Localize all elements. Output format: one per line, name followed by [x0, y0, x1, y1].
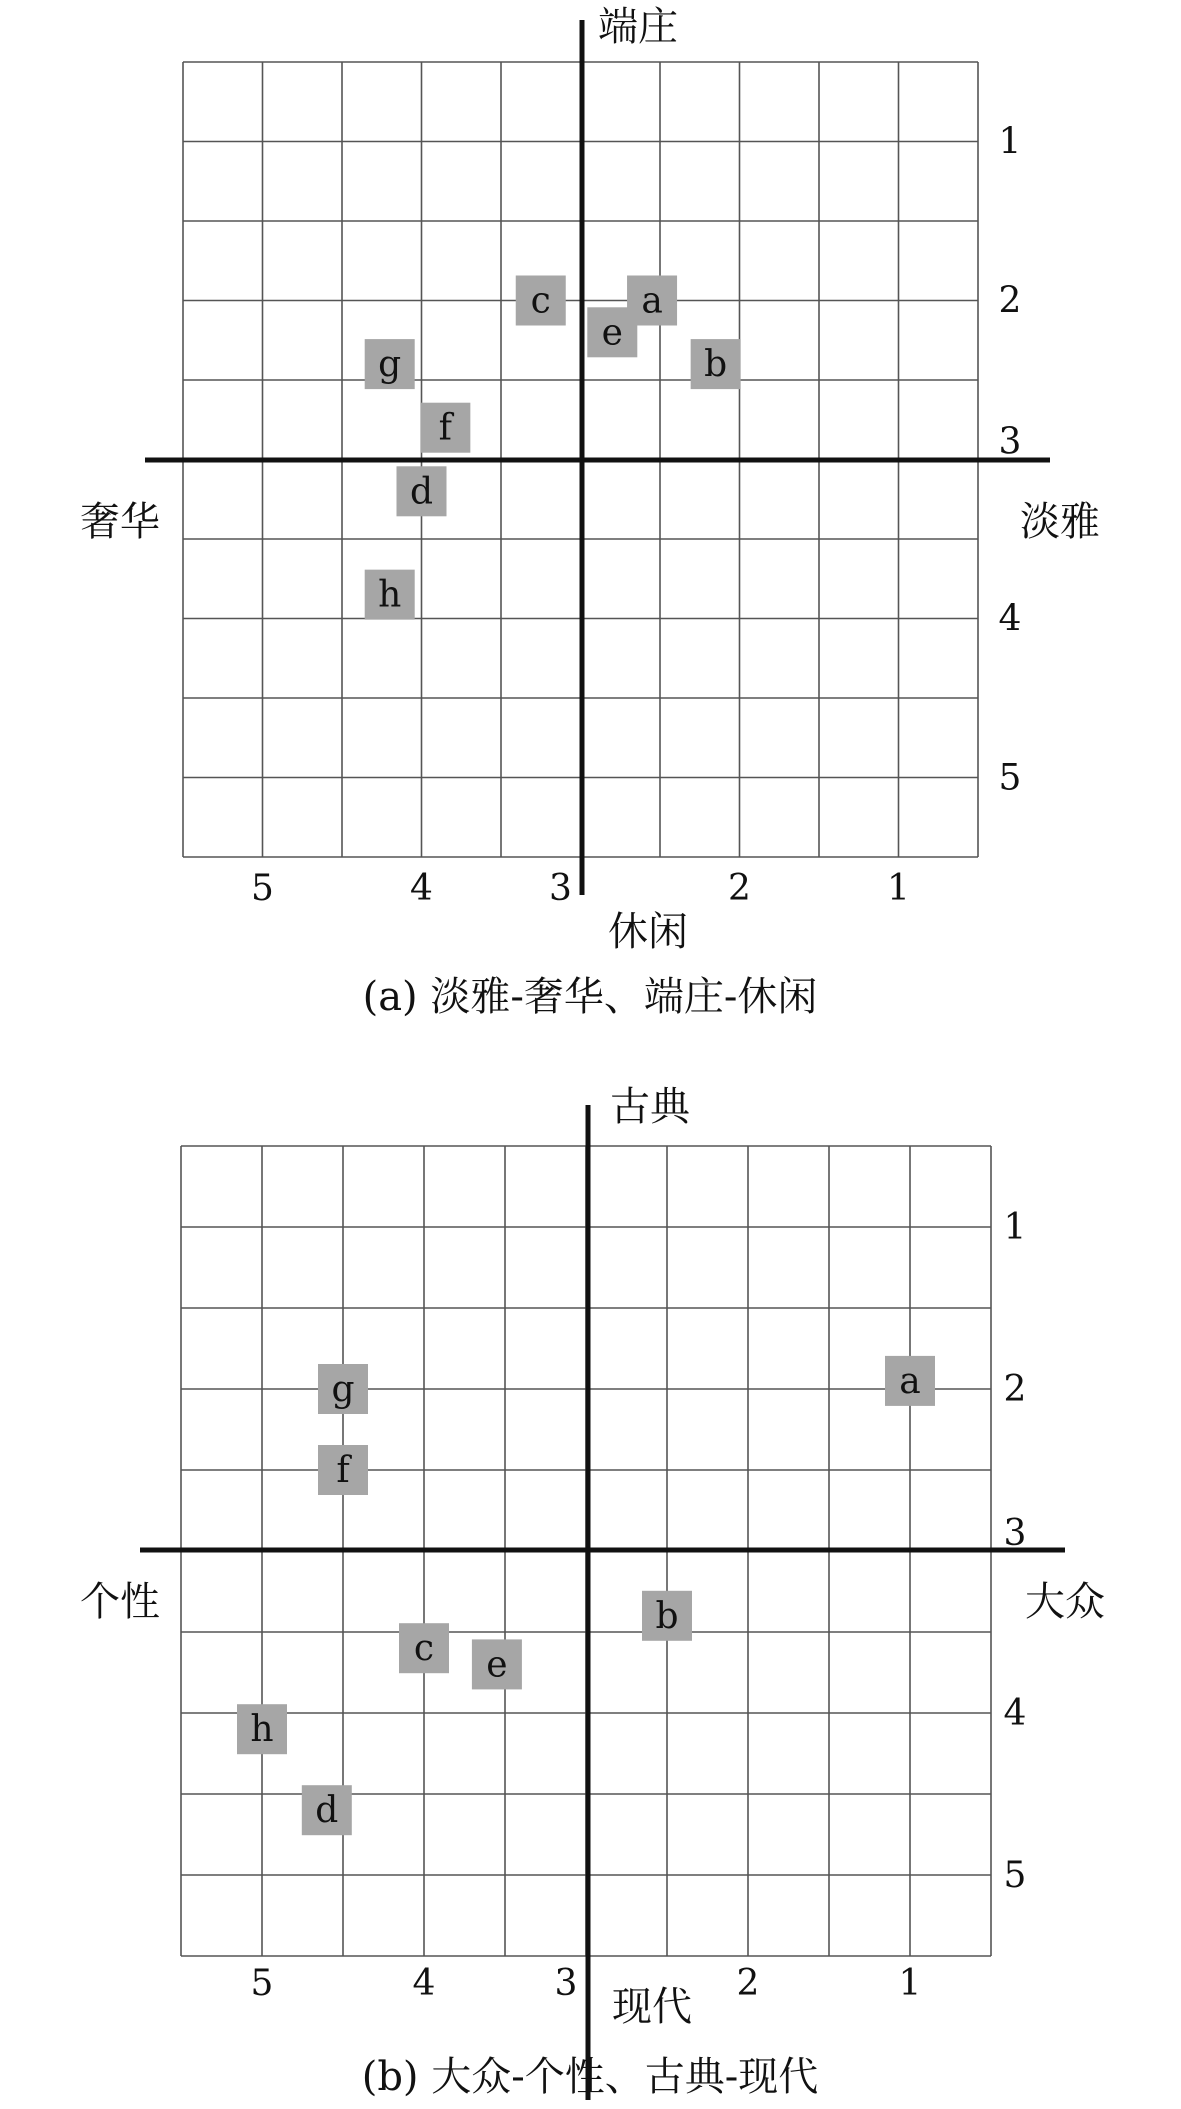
- y-tick-label: 2: [998, 280, 1022, 322]
- data-point-f: [318, 1445, 368, 1495]
- point-label: h: [250, 1709, 274, 1751]
- y-tick-label: 4: [1003, 1693, 1027, 1734]
- pole-label-right: 淡雅: [1020, 499, 1100, 545]
- point-label: a: [641, 280, 663, 322]
- pole-label-bottom: 休闲: [608, 909, 688, 955]
- data-point-a: [885, 1356, 935, 1406]
- pole-label-bottom: 现代: [612, 1984, 692, 2030]
- point-label: c: [413, 1628, 435, 1670]
- x-tick-label: 2: [736, 1963, 760, 2004]
- data-point-c: [516, 276, 566, 326]
- pole-label-top: 端庄: [598, 4, 678, 50]
- data-point-d: [397, 466, 447, 516]
- point-label: b: [655, 1595, 679, 1637]
- x-tick-label: 3: [554, 1963, 578, 2004]
- pole-label-right: 大众: [1025, 1579, 1105, 1625]
- y-tick-label: 1: [1003, 1207, 1027, 1248]
- x-tick-label: 1: [887, 868, 910, 909]
- x-tick-label: 5: [251, 868, 274, 909]
- point-label: b: [704, 344, 728, 386]
- point-label: d: [409, 471, 434, 513]
- chart-caption: (b) 大众-个性、古典-现代: [361, 2054, 819, 2100]
- y-tick-label: 4: [998, 598, 1022, 640]
- data-point-g: [318, 1364, 368, 1414]
- chart-b: [80, 1084, 1105, 2100]
- point-label: c: [530, 280, 551, 322]
- point-label: e: [601, 312, 623, 354]
- data-point-e: [587, 307, 637, 357]
- point-label: g: [331, 1369, 355, 1410]
- y-tick-label: 5: [1003, 1855, 1027, 1896]
- x-tick-label: 4: [412, 1963, 436, 2004]
- y-tick-label: 1: [998, 121, 1022, 163]
- data-point-e: [472, 1639, 522, 1689]
- x-tick-label: 1: [898, 1963, 922, 2004]
- point-label: f: [438, 407, 453, 449]
- data-point-h: [237, 1704, 287, 1754]
- data-point-d: [302, 1785, 352, 1835]
- x-tick-label: 5: [250, 1963, 274, 2004]
- data-point-b: [642, 1591, 692, 1641]
- pole-label-top: 古典: [610, 1084, 690, 1130]
- pole-label-left: 个性: [80, 1579, 160, 1625]
- x-tick-label: 4: [410, 868, 433, 909]
- point-label: a: [899, 1360, 921, 1402]
- x-tick-label: 2: [728, 868, 751, 909]
- point-label: g: [378, 344, 402, 386]
- y-tick-label: 5: [998, 757, 1022, 799]
- chart-caption: (a) 淡雅-奢华、端庄-休闲: [362, 974, 818, 1020]
- point-label: f: [336, 1450, 350, 1491]
- data-point-g: [365, 339, 415, 389]
- point-label: d: [315, 1790, 339, 1832]
- data-point-b: [691, 339, 741, 389]
- chart-a: [80, 4, 1100, 1020]
- data-point-h: [365, 570, 415, 620]
- point-label: e: [486, 1644, 508, 1686]
- point-label: h: [378, 574, 402, 616]
- y-tick-label: 2: [1003, 1369, 1027, 1410]
- x-tick-label: 3: [549, 868, 572, 909]
- data-point-c: [399, 1623, 449, 1673]
- y-tick-label: 3: [1003, 1513, 1027, 1554]
- data-point-f: [420, 403, 470, 453]
- pole-label-left: 奢华: [80, 499, 160, 545]
- y-tick-label: 3: [998, 421, 1022, 463]
